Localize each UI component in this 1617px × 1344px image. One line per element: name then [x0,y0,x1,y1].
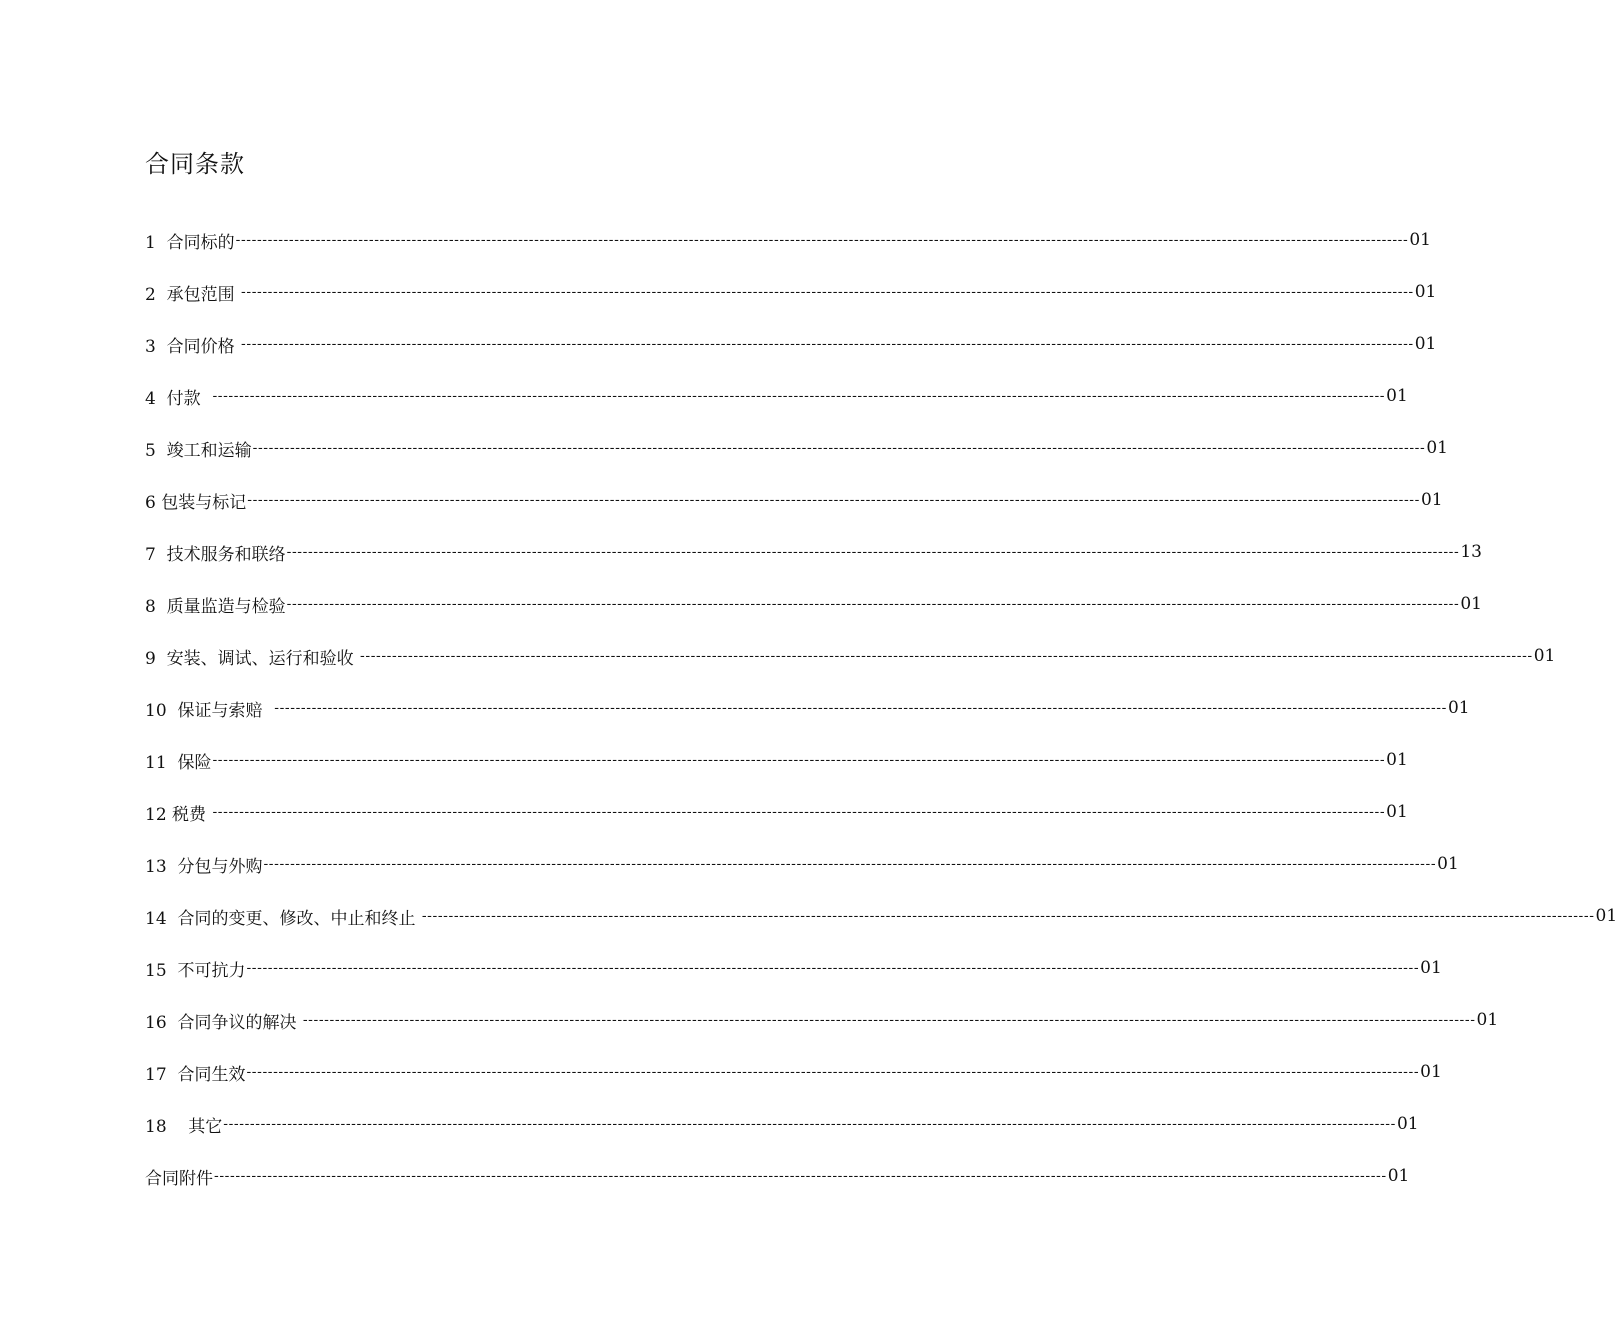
toc-entry-page: 01 [1437,854,1459,874]
toc-leader-dashes: ---------------------------------------------------------------------------------------------------------------------------------------------------------------------------------------------------------------------------- [241,336,1414,352]
toc-entry [145,588,1482,620]
toc-entry [145,1004,1499,1036]
toc-entry-label: 6 包装与标记 [145,492,247,513]
toc-leader-dashes: ---------------------------------------------------------------------------------------------------------------------------------------------------------------------------------------------------------------------------- [212,804,1386,820]
toc-leader-dashes: ---------------------------------------------------------------------------------------------------------------------------------------------------------------------------------------------------------------------------- [421,908,1595,924]
toc-leader-dashes: ---------------------------------------------------------------------------------------------------------------------------------------------------------------------------------------------------------------------------- [274,700,1447,716]
toc-leader-dashes: ---------------------------------------------------------------------------------------------------------------------------------------------------------------------------------------------------------------------------- [241,284,1414,300]
toc-entry-page: 01 [1476,1010,1499,1030]
toc-entry-label: 12 税费 [145,804,212,825]
toc-entry [145,952,1442,984]
toc-entry-page: 01 [1386,750,1408,770]
toc-entry-page: 01 [1420,958,1442,978]
toc-entry [145,276,1437,308]
toc-leader-dashes: ---------------------------------------------------------------------------------------------------------------------------------------------------------------------------------------------------------------------------- [360,648,1533,664]
toc-entry-label: 7 技术服务和联络 [145,544,286,565]
toc-entry-label: 合同附件 [145,1168,213,1189]
toc-entry-label: 5 竣工和运输 [145,440,252,461]
toc-entry-label: 11 保险 [145,752,212,773]
toc-entry-label: 15 不可抗力 [145,960,246,981]
toc-entry [145,796,1408,828]
toc-entry [145,640,1556,672]
toc-entry [145,1160,1410,1192]
toc-entry-page: 01 [1414,282,1437,302]
toc-entry-label: 10 保证与索赔 [145,700,274,721]
toc-leader-dashes: ---------------------------------------------------------------------------------------------------------------------------------------------------------------------------------------------------------------------------- [223,1116,1396,1132]
toc-entry-page: 01 [1595,906,1617,926]
toc-entry-page: 01 [1386,802,1408,822]
page-title: 合同条款 [145,150,245,178]
toc-leader-dashes: ---------------------------------------------------------------------------------------------------------------------------------------------------------------------------------------------------------------------------- [286,596,1460,612]
toc-entry-page: 01 [1460,594,1482,614]
toc-entry-page: 01 [1533,646,1556,666]
toc-entry-page: 01 [1409,230,1431,250]
toc-leader-dashes: ---------------------------------------------------------------------------------------------------------------------------------------------------------------------------------------------------------------------------- [263,856,1437,872]
toc-entry-label: 1 合同标的 [145,232,235,253]
toc-leader-dashes: ---------------------------------------------------------------------------------------------------------------------------------------------------------------------------------------------------------------------------- [235,232,1409,248]
toc-entry [145,900,1617,932]
toc-leader-dashes: ---------------------------------------------------------------------------------------------------------------------------------------------------------------------------------------------------------------------------- [302,1012,1476,1028]
toc-entry [145,380,1408,412]
toc-leader-dashes: ---------------------------------------------------------------------------------------------------------------------------------------------------------------------------------------------------------------------------- [252,440,1426,456]
toc-entry-label: 2 承包范围 [145,284,241,305]
toc-leader-dashes: ---------------------------------------------------------------------------------------------------------------------------------------------------------------------------------------------------------------------------- [246,1064,1420,1080]
toc-entry [145,692,1470,724]
toc-entry-label: 9 安装、调试、运行和验收 [145,648,360,669]
toc-entry-page: 01 [1420,1062,1442,1082]
toc-entry-label: 14 合同的变更、修改、中止和终止 [145,908,421,929]
toc-entry-page: 01 [1420,490,1443,510]
toc-entry [145,328,1437,360]
toc-entry-page: 01 [1414,334,1437,354]
toc-entry-label: 4 付款 [145,388,212,409]
toc-entry [145,1056,1442,1088]
toc-entry-page: 01 [1426,438,1448,458]
toc-leader-dashes: ---------------------------------------------------------------------------------------------------------------------------------------------------------------------------------------------------------------------------- [286,544,1460,560]
toc-leader-dashes: ---------------------------------------------------------------------------------------------------------------------------------------------------------------------------------------------------------------------------- [212,752,1386,768]
toc-entry [145,536,1482,568]
toc-entry-label: 18 其它 [145,1116,223,1137]
toc-leader-dashes: ---------------------------------------------------------------------------------------------------------------------------------------------------------------------------------------------------------------------------- [214,1168,1387,1184]
toc-leader-dashes: ---------------------------------------------------------------------------------------------------------------------------------------------------------------------------------------------------------------------------- [212,388,1386,404]
toc-entry-label: 3 合同价格 [145,336,241,357]
toc-leader-dashes: ---------------------------------------------------------------------------------------------------------------------------------------------------------------------------------------------------------------------------- [247,492,1420,508]
toc-entry-label: 8 质量监造与检验 [145,596,286,617]
toc-entry-label: 16 合同争议的解决 [145,1012,302,1033]
toc-entry-label: 13 分包与外购 [145,856,263,877]
toc-entry-page: 01 [1386,386,1408,406]
toc-entry-page: 01 [1396,1114,1419,1134]
toc-entry [145,432,1448,464]
toc-entry-label: 17 合同生效 [145,1064,246,1085]
toc-entry [145,1108,1419,1140]
toc-leader-dashes: ---------------------------------------------------------------------------------------------------------------------------------------------------------------------------------------------------------------------------- [246,960,1420,976]
toc-entry-page: 13 [1460,542,1482,562]
toc-entry [145,484,1443,516]
toc-entry-page: 01 [1447,698,1470,718]
toc-entry [145,744,1408,776]
toc-entry-page: 01 [1387,1166,1410,1186]
toc-entry [145,224,1431,256]
toc-entry [145,848,1459,880]
